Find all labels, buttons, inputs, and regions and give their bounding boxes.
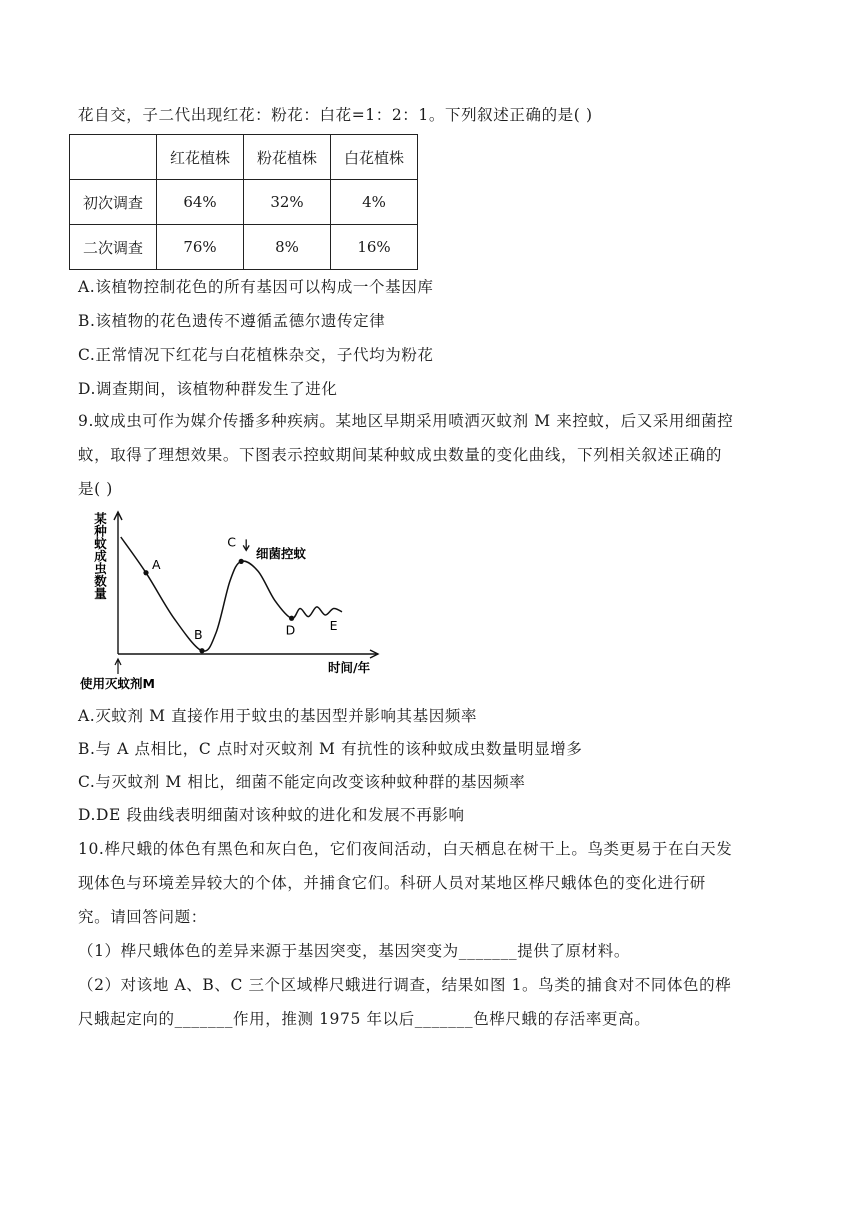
option-d: D.调查期间，该植物种群发生了进化 (78, 380, 338, 398)
table-header-cell: 红花植株 (157, 135, 244, 180)
point-b (199, 648, 204, 653)
question-10-sub-1: （1）桦尺蛾体色的差异来源于基因突变，基因突变为_______提供了原材料。 (78, 942, 630, 960)
x-axis-label: 时间/年 (328, 660, 371, 675)
table-header-cell: 粉花植株 (244, 135, 331, 180)
question-9-line-3: 是( ) (78, 480, 113, 498)
start-annotation: 使用灭蚊剂M (80, 676, 155, 691)
point-label-d: D (285, 622, 296, 638)
option-a: A.灭蚊剂 M 直接作用于蚊虫的基因型并影响其基因频率 (78, 707, 478, 725)
table-cell: 76% (157, 225, 244, 270)
table-cell: 4% (331, 180, 418, 225)
point-label-b: B (194, 626, 203, 642)
table-cell: 二次调查 (70, 225, 157, 270)
option-b: B.该植物的花色遗传不遵循孟德尔遗传定律 (78, 312, 386, 330)
mosquito-population-chart (78, 508, 388, 692)
point-label-a: A (152, 556, 161, 572)
table-cell: 32% (244, 180, 331, 225)
point-label-e: E (329, 617, 338, 633)
point-a (143, 570, 148, 575)
c-annotation: 细菌控蚊 (256, 546, 307, 561)
question-9-line-1: 9.蚊成虫可作为媒介传播多种疾病。某地区早期采用喷洒灭蚊剂 M 来控蚊，后又采用细菌控 (78, 412, 734, 430)
survey-table (69, 134, 418, 270)
question-10-line-2: 现体色与环境差异较大的个体，并捕食它们。科研人员对某地区桦尺蛾体色的变化进行研 (78, 874, 706, 892)
option-c: C.与灭蚊剂 M 相比，细菌不能定向改变该种蚊种群的基因频率 (78, 773, 526, 791)
point-d (289, 616, 294, 621)
table-cell: 初次调查 (70, 180, 157, 225)
table-header-cell (70, 135, 157, 180)
question-10-sub-2-line-2: 尺蛾起定向的_______作用，推测 1975 年以后_______色桦尺蛾的存活率更高。 (78, 1010, 651, 1028)
table-cell: 64% (157, 180, 244, 225)
point-c (239, 559, 244, 564)
table-cell: 8% (244, 225, 331, 270)
question-9-line-2: 蚊，取得了理想效果。下图表示控蚊期间某种蚊成虫数量的变化曲线，下列相关叙述正确的 (78, 446, 723, 464)
table-cell: 16% (331, 225, 418, 270)
question-10-sub-2-line-1: （2）对该地 A、B、C 三个区域桦尺蛾进行调查，结果如图 1。鸟类的捕食对不同体色的桦 (78, 976, 732, 994)
table-row (70, 225, 418, 270)
table-row (70, 180, 418, 225)
intro-line: 花自交，子二代出现红花：粉花：白花=1：2：1。下列叙述正确的是( ) (78, 106, 593, 124)
table-header-cell: 白花植株 (331, 135, 418, 180)
option-b: B.与 A 点相比，C 点时对灭蚊剂 M 有抗性的该种蚊成虫数量明显增多 (78, 740, 583, 758)
option-d: D.DE 段曲线表明细菌对该种蚊的进化和发展不再影响 (78, 806, 465, 824)
table-header-row (70, 135, 418, 180)
point-label-c: C (227, 534, 236, 550)
question-10-line-3: 究。请回答问题： (78, 908, 207, 926)
option-a: A.该植物控制花色的所有基因可以构成一个基因库 (78, 278, 434, 296)
question-10-line-1: 10.桦尺蛾的体色有黑色和灰白色，它们夜间活动，白天栖息在树干上。鸟类更易于在白天发 (78, 840, 733, 858)
option-c: C.正常情况下红花与白花植株杂交，子代均为粉花 (78, 346, 434, 364)
y-axis-label: 某种蚊成虫数量 (92, 512, 108, 600)
population-curve (121, 537, 342, 651)
